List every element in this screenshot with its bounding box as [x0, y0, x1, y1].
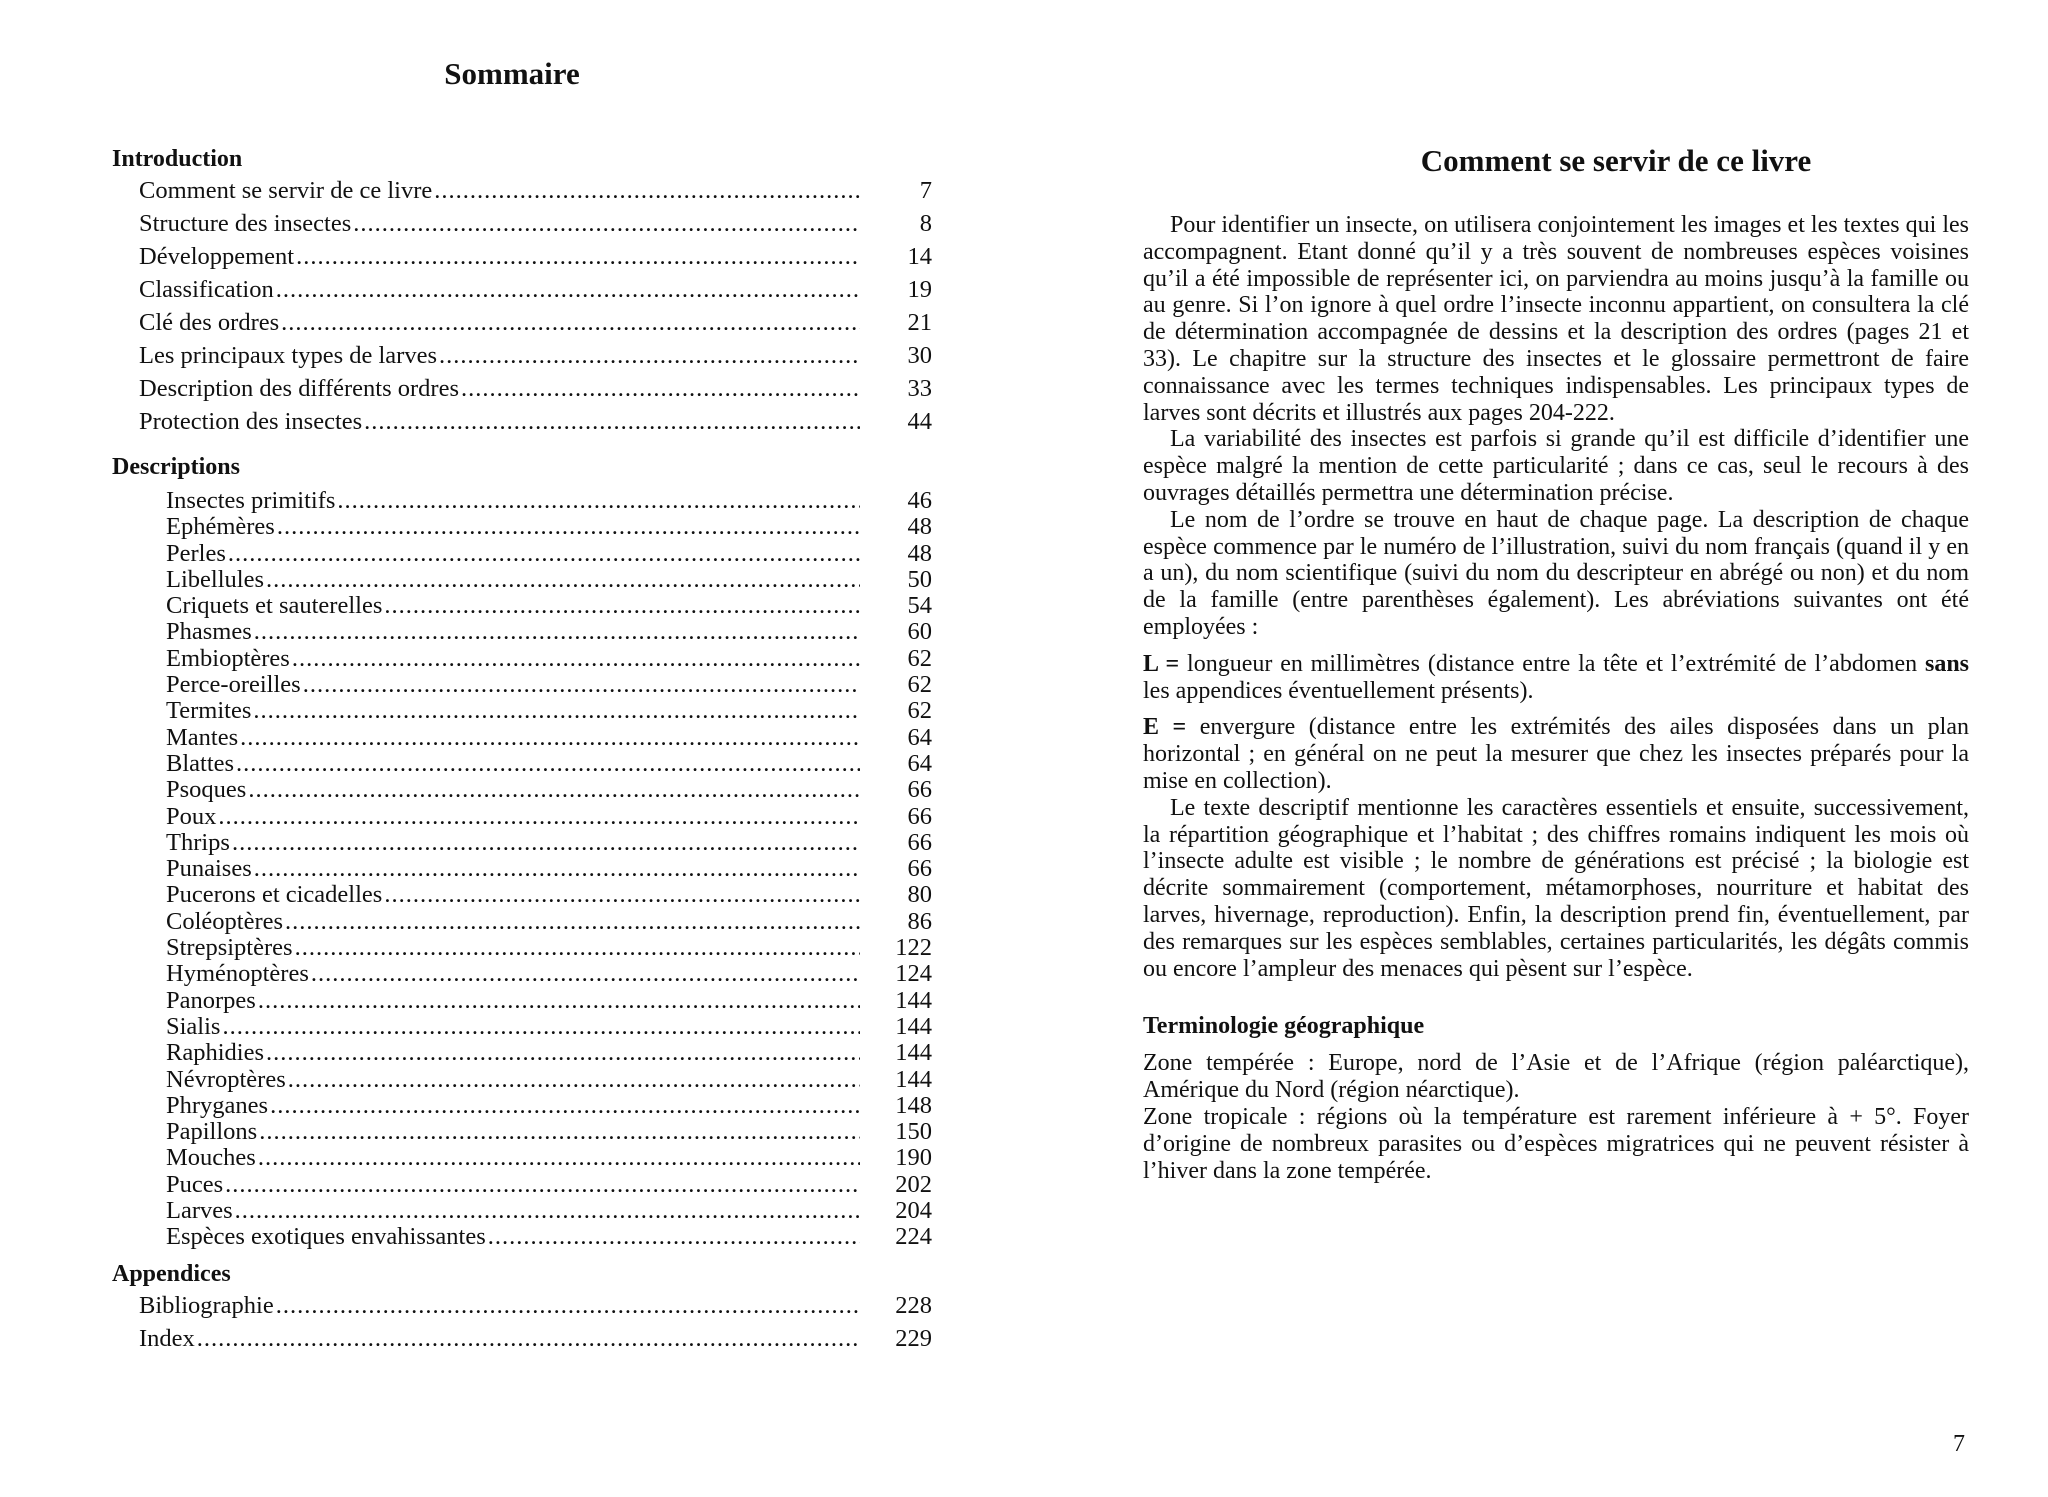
toc-leader-dots	[248, 777, 860, 803]
toc-entry	[112, 988, 932, 1014]
toc-entry-page: 66	[907, 802, 932, 830]
toc-entry-page: 144	[895, 1065, 932, 1093]
toc-entry-label: Pucerons et cicadelles	[166, 881, 383, 909]
toc-entry-label: Thrips	[166, 828, 230, 856]
toc-entry-label: Termites	[166, 697, 252, 725]
toc-leader-dots	[285, 909, 860, 935]
toc-entry-page: 48	[907, 513, 932, 541]
toc-section-heading: Descriptions	[112, 454, 240, 480]
toc-entry	[112, 514, 932, 540]
toc-entry	[112, 751, 932, 777]
toc-entry-label: Larves	[166, 1197, 233, 1225]
toc-entry-label: Hyménoptères	[166, 960, 309, 988]
toc-entry-page: 14	[907, 243, 932, 270]
toc-leader-dots	[228, 541, 860, 567]
toc-entry	[112, 1145, 932, 1171]
toc-entry	[112, 1093, 932, 1119]
toc-entry-label: Insectes primitifs	[166, 487, 336, 514]
toc-entry-page: 144	[895, 986, 932, 1014]
toc-leader-dots	[439, 339, 860, 372]
definition-length-text-before: longueur en millimètres (distance entre la tête et l’extrémité de l’abdomen	[1187, 650, 1918, 677]
toc-section-heading: Introduction	[112, 146, 243, 172]
toc-leader-dots	[235, 1198, 860, 1224]
toc-entry	[112, 240, 932, 273]
toc-leader-dots	[270, 1093, 860, 1119]
toc-leader-dots	[295, 935, 860, 961]
toc-leader-dots	[266, 1040, 860, 1066]
toc-entry-label: Comment se servir de ce livre	[139, 177, 433, 204]
toc-entry	[112, 882, 932, 908]
toc-entry-page: 21	[907, 309, 932, 336]
toc-entry-label: Papillons	[166, 1118, 258, 1146]
toc-entry-label: Libellules	[166, 565, 264, 593]
toc-leader-dots	[259, 1119, 860, 1145]
toc-entry	[112, 306, 932, 339]
toc-entry-label: Index	[139, 1324, 195, 1352]
toc-entry-label: Psoques	[166, 776, 247, 804]
toc-entry	[112, 339, 932, 372]
toc-entry-page: 229	[895, 1324, 932, 1352]
toc-leader-dots	[253, 698, 860, 724]
toc-entry-page: 48	[907, 539, 932, 567]
toc-entry-page: 228	[895, 1291, 932, 1319]
right-page	[1024, 0, 2048, 1497]
toc-entry	[112, 405, 932, 438]
toc-entry-page: 202	[895, 1170, 932, 1198]
toc-entry-label: Névroptères	[166, 1065, 286, 1093]
toc-leader-dots	[288, 1067, 860, 1093]
toc-entry	[112, 1014, 932, 1040]
toc-entry	[112, 698, 932, 724]
toc-entry-label: Puces	[166, 1170, 224, 1198]
toc-section-heading: Appendices	[112, 1260, 231, 1287]
page-number: 7	[1953, 1431, 1965, 1457]
toc-entry	[112, 207, 932, 240]
toc-entry-label: Mouches	[166, 1144, 256, 1172]
definition-length	[1143, 651, 1969, 705]
toc-leader-dots	[276, 1289, 860, 1322]
paragraph-identification: Pour identifier un insecte, on utilisera conjointement les images et les textes qui les accompagnent. Etant donné qu’il y a très souvent de nombreuses espèces voisines qu’il a été impossible de représenter ici, on parviendra au moins jusqu’à la famille ou au genre. Si l’on ignore à quel ordre l’insecte inconnu appartient, on consultera la clé de détermination accompagnée de dessins et la description des ordres (pages 21 et 33). Le chapitre sur la structure des insectes et le glossaire permettront de faire connaissance avec les termes techniques indispensables. Les principaux types de larves sont décrits et illustrés aux pages 204-222.	[1143, 212, 1969, 426]
toc-entry-label: Description des différents ordres	[139, 375, 459, 402]
toc-entry-label: Clé des ordres	[139, 309, 280, 336]
toc-entry-page: 66	[907, 828, 932, 856]
toc-leader-dots	[337, 488, 860, 514]
toc-entry-page: 122	[895, 934, 932, 962]
definition-length-text-after: les appendices éventuellement présents).	[1143, 677, 1534, 704]
toc-entry-label: Poux	[166, 802, 217, 830]
toc-entry	[112, 1119, 932, 1145]
toc-leader-dots	[384, 593, 860, 619]
toc-entry-label: Bibliographie	[139, 1291, 274, 1319]
toc-entry	[112, 488, 932, 514]
toc-entry-page: 30	[907, 342, 932, 369]
toc-entry-label: Perce-oreilles	[166, 671, 301, 699]
toc-entry-page: 50	[907, 565, 932, 593]
toc-entry-label: Classification	[139, 276, 274, 303]
toc-leader-dots	[225, 1172, 860, 1198]
toc-entry-label: Ephémères	[166, 513, 275, 541]
toc-entry	[112, 174, 932, 207]
toc-leader-dots	[258, 988, 860, 1014]
toc-entry	[112, 1322, 932, 1355]
toc-leader-dots	[254, 619, 860, 645]
toc-entry-label: Blattes	[166, 749, 235, 777]
toc-entry	[112, 593, 932, 619]
toc-leader-dots	[266, 567, 860, 593]
toc-entry-label: Développement	[139, 243, 295, 270]
toc-entry	[112, 830, 932, 856]
toc-entry	[112, 961, 932, 987]
toc-entry	[112, 1224, 932, 1250]
article-body	[1143, 212, 1969, 1184]
toc-leader-dots	[296, 240, 860, 273]
definition-wingspan-term: E =	[1143, 714, 1187, 741]
toc-entry	[112, 1172, 932, 1198]
toc-entry	[112, 725, 932, 751]
toc-leader-dots	[258, 1145, 860, 1171]
toc-entry-page: 7	[919, 177, 932, 204]
toc-entry-page: 150	[895, 1118, 932, 1146]
toc-entry	[112, 1289, 932, 1322]
toc-entry-page: 148	[895, 1091, 932, 1119]
toc-entry-label: Mantes	[166, 723, 239, 751]
toc-leader-dots	[197, 1322, 860, 1355]
toc-entry-page: 66	[907, 855, 932, 883]
toc-spacer	[112, 1251, 932, 1259]
definition-wingspan	[1143, 714, 1969, 794]
toc-entry-label: Sialis	[166, 1012, 221, 1040]
definition-wingspan-text: envergure (distance entre les extrémités des ailes disposées dans un plan horizontal ; en général on ne peut la mesurer que chez les insectes préparés pour la mise en collection).	[1143, 714, 1970, 794]
toc-leader-dots	[461, 372, 860, 405]
toc-entry-page: 62	[907, 671, 932, 699]
toc-leader-dots	[281, 306, 860, 339]
toc-entry-label: Protection des insectes	[139, 408, 363, 435]
toc-entry-label: Les principaux types de larves	[139, 342, 437, 369]
toc-leader-dots	[303, 672, 860, 698]
toc-leader-dots	[222, 1014, 860, 1040]
toc-entry-page: 46	[907, 487, 932, 514]
toc-entry	[112, 777, 932, 803]
toc-entry-page: 62	[907, 644, 932, 672]
toc-leader-dots	[254, 856, 860, 882]
paragraph-order-name: Le nom de l’ordre se trouve en haut de chaque page. La description de chaque espèce commence par le numéro de l’illustration, suivi du nom français (quand il y en a un), du nom scientifique (suivi du nom du descripteur en abrégé ou non) et du nom de la famille (entre parenthèses également). Les abréviations suivantes ont été employées :	[1143, 506, 1969, 640]
toc-entry-label: Espèces exotiques envahissantes	[166, 1223, 486, 1251]
toc-entry-label: Embioptères	[166, 644, 290, 672]
toc-leader-dots	[353, 207, 860, 240]
tropical-zone-definition: Zone tropicale : régions où la température est rarement inférieure à + 5°. Foyer d’origine de nombreux parasites ou d’espèces migratrices qui ne peuvent résister à l’hiver dans la zone tempérée.	[1143, 1103, 1969, 1184]
toc-entry-page: 224	[895, 1223, 932, 1251]
toc-leader-dots	[488, 1224, 860, 1250]
toc-leader-dots	[236, 751, 860, 777]
toc-entry-page: 19	[907, 276, 932, 303]
toc-entry	[112, 672, 932, 698]
toc-entry-label: Perles	[166, 539, 226, 567]
toc-entry-page: 62	[907, 697, 932, 725]
toc-entry-label: Phasmes	[166, 618, 252, 646]
toc-entry	[112, 1040, 932, 1066]
toc-leader-dots	[240, 725, 860, 751]
toc-entry-page: 190	[895, 1144, 932, 1172]
toc-entry-page: 86	[907, 907, 932, 935]
toc-entry	[112, 273, 932, 306]
table-of-contents	[112, 144, 932, 1355]
toc-entry-page: 8	[919, 210, 932, 237]
toc-entry-label: Phryganes	[166, 1091, 269, 1119]
toc-entry-page: 64	[907, 723, 932, 751]
toc-entry-page: 66	[907, 776, 932, 804]
toc-entry	[112, 856, 932, 882]
toc-entry-label: Structure des insectes	[139, 210, 352, 237]
paragraph-descriptive-text: Le texte descriptif mentionne les caractères essentiels et ensuite, successivement, la répartition géographique et l’habitat ; des chiffres romains indiquent les mois où l’insecte adulte est visible ; le nombre de générations est précisé ; la biologie est décrite sommairement (comportement, métamorphoses, nourriture et habitat des larves, hivernage, reproduction). Enfin, la description prend fin, éventuellement, par des remarques sur les espèces semblables, certaines particularités, les dégâts commis ou encore l’ampleur des menaces qui pèsent sur l’espèce.	[1143, 794, 1969, 982]
toc-entry-label: Punaises	[166, 855, 252, 883]
toc-entry-page: 54	[907, 592, 932, 620]
toc-entry	[112, 909, 932, 935]
geographic-terminology-heading: Terminologie géographique	[1143, 1013, 1425, 1040]
toc-leader-dots	[292, 646, 860, 672]
toc-entry	[112, 935, 932, 961]
toc-entry-page: 124	[895, 960, 932, 988]
toc-entry	[112, 804, 932, 830]
toc-entry-label: Raphidies	[166, 1039, 264, 1067]
temperate-zone-definition: Zone tempérée : Europe, nord de l’Asie et de l’Afrique (région paléarctique), Amérique du Nord (région néarctique).	[1143, 1050, 1969, 1104]
toc-entry-page: 64	[907, 749, 932, 777]
toc-entry-page: 144	[895, 1012, 932, 1040]
definition-length-emphasis: sans	[1924, 650, 1970, 677]
toc-leader-dots	[434, 174, 860, 207]
toc-leader-dots	[364, 405, 860, 438]
toc-leader-dots	[277, 514, 860, 540]
toc-entry-label: Coléoptères	[166, 907, 284, 935]
toc-entry-page: 33	[907, 375, 932, 402]
toc-entry	[112, 372, 932, 405]
toc-entry-label: Strepsiptères	[166, 934, 293, 962]
toc-entry-page: 80	[907, 881, 932, 909]
toc-spacer	[112, 438, 932, 452]
definition-length-term: L =	[1143, 650, 1180, 677]
toc-entry-label: Panorpes	[166, 986, 256, 1014]
toc-leader-dots	[232, 830, 860, 856]
toc-entry	[112, 1198, 932, 1224]
toc-leader-dots	[218, 804, 860, 830]
toc-entry-page: 44	[907, 408, 932, 435]
toc-leader-dots	[311, 961, 860, 987]
toc-entry	[112, 1067, 932, 1093]
toc-entry	[112, 541, 932, 567]
toc-entry	[112, 619, 932, 645]
toc-title: Sommaire	[444, 56, 580, 91]
toc-entry-page: 60	[907, 618, 932, 646]
article-title: Comment se servir de ce livre	[1420, 143, 1812, 178]
toc-entry-page: 204	[895, 1197, 932, 1225]
toc-entry-page: 144	[895, 1039, 932, 1067]
toc-entry	[112, 646, 932, 672]
toc-leader-dots	[384, 882, 860, 908]
toc-entry	[112, 567, 932, 593]
paragraph-variability: La variabilité des insectes est parfois si grande qu’il est difficile d’identifier une espèce malgré la mention de cette particularité ; dans ce cas, seul le recours à des ouvrages détaillés permettra une détermination précise.	[1143, 426, 1969, 506]
toc-leader-dots	[276, 273, 860, 306]
toc-entry-label: Criquets et sauterelles	[166, 592, 383, 620]
